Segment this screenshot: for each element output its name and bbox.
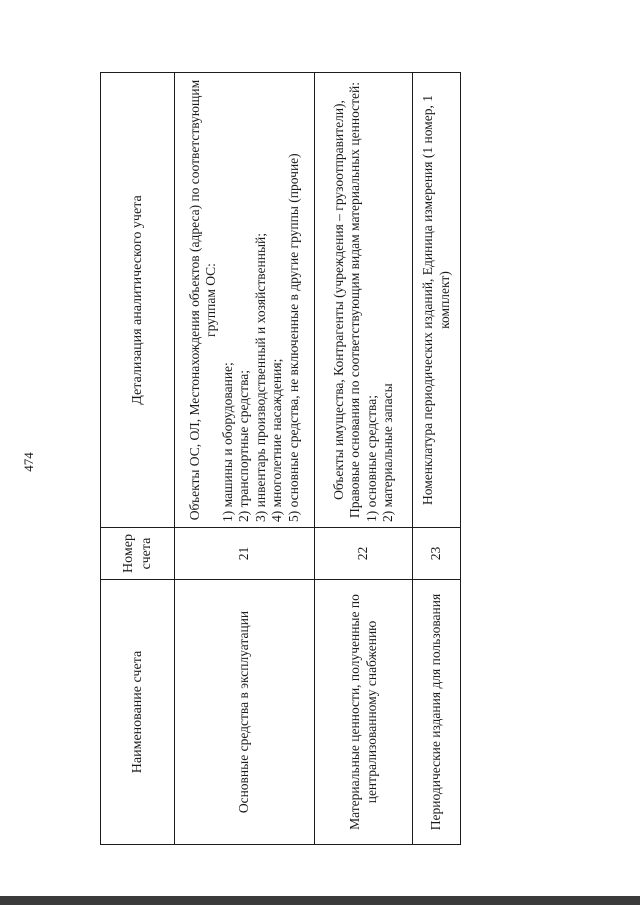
table-row xyxy=(315,73,413,845)
analytic-detail-cell xyxy=(175,73,315,528)
detail-intro: Объекты ОС, ОЛ, Местонахождения объектов (адреса) по соответствующим группам ОС: xyxy=(186,79,219,521)
detail-item: 4) многолетние насаждения; xyxy=(269,358,285,522)
analytic-detail-cell xyxy=(315,73,413,528)
detail-intro: Номенклатура периодических изданий, Единица измерения (1 номер, 1 комплект) xyxy=(420,95,452,505)
detail-item: 5) основные средства, не включенные в другие группы (прочие) xyxy=(285,153,301,522)
rotated-table-frame xyxy=(100,73,460,845)
account-table xyxy=(100,72,461,845)
analytic-detail-cell xyxy=(413,73,461,528)
detail-item: 2) транспортные средства; xyxy=(236,369,252,522)
account-table-container xyxy=(100,73,460,845)
account-number-cell: 21 xyxy=(175,528,315,580)
table-header-row xyxy=(101,73,175,845)
account-number-cell: 23 xyxy=(413,528,461,580)
account-name-cell: Периодические издания для пользования xyxy=(413,580,461,845)
account-name-cell: Материальные ценности, полученные по централизованному снабжению xyxy=(315,580,413,845)
header-account-name: Наименование счета xyxy=(101,580,175,845)
detail-intro: Объекты имущества, Контрагенты (учреждения – грузоотправители), Правовые основания по соответствующим видам материальных ценностей: xyxy=(330,81,363,519)
page-number: 474 xyxy=(21,452,36,472)
header-account-number: Номер счета xyxy=(101,528,175,580)
table-row xyxy=(413,73,461,845)
table-row xyxy=(175,73,315,845)
detail-item: 1) машины и оборудование; xyxy=(219,362,235,522)
detail-item: 1) основные средства; xyxy=(363,395,379,522)
detail-item: 2) материальные запасы xyxy=(379,383,395,522)
header-analytic-detail: Детализация аналитического учета xyxy=(101,73,175,528)
scan-bottom-edge xyxy=(0,896,640,905)
account-name-cell: Основные средства в эксплуатации xyxy=(175,580,315,845)
account-number-cell: 22 xyxy=(315,528,413,580)
detail-item: 3) инвентарь производственный и хозяйственный; xyxy=(252,232,268,522)
